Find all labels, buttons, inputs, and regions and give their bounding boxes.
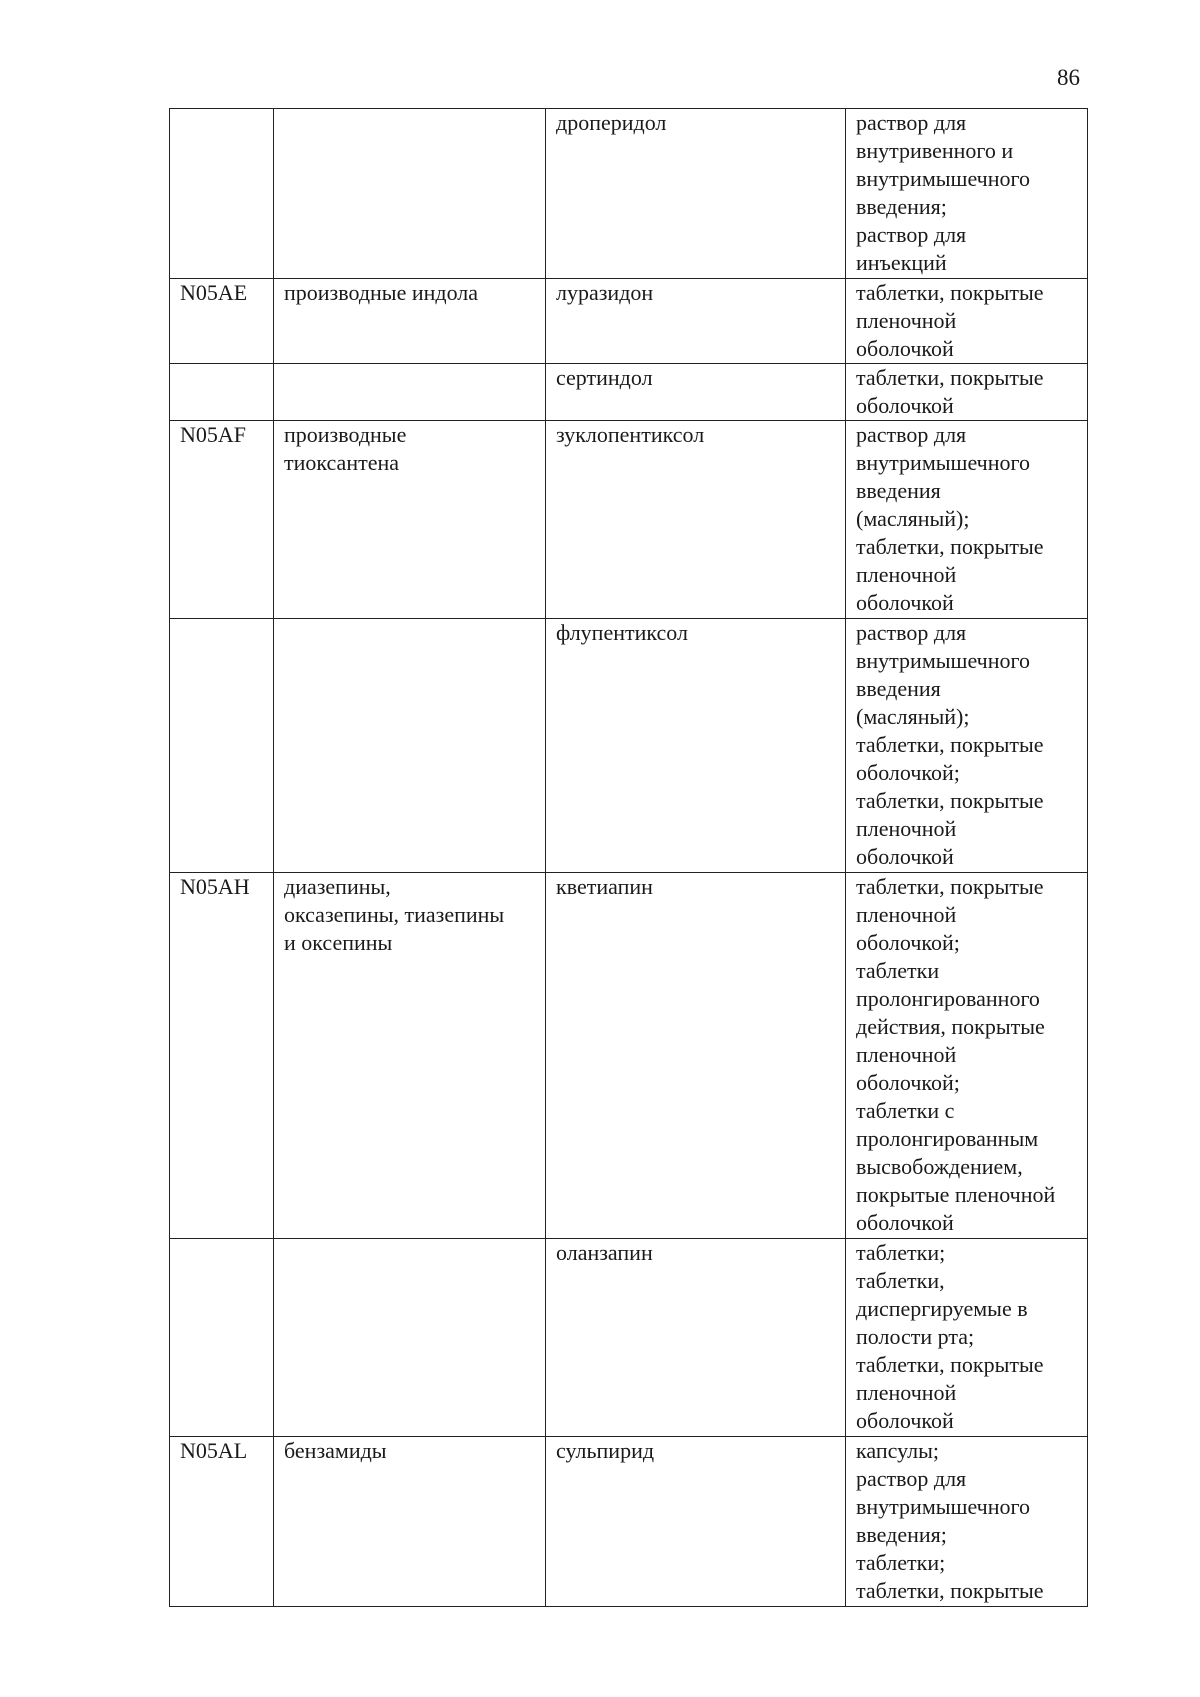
dosage-forms-cell: таблетки, покрытые пленочной оболочкой (846, 279, 1088, 364)
group-name-cell (274, 1239, 546, 1437)
drug-name-cell: сертиндол (546, 364, 846, 421)
drug-table (169, 108, 1088, 1607)
drug-name-cell: флупентиксол (546, 619, 846, 873)
dosage-forms-cell: таблетки; таблетки, диспергируемые в полости рта; таблетки, покрытые пленочной оболочкой (846, 1239, 1088, 1437)
group-name-cell: диазепины, оксазепины, тиазепины и оксепины (274, 873, 546, 1239)
dosage-forms-cell: раствор для внутримышечного введения (масляный); таблетки, покрытые пленочной оболочкой (846, 421, 1088, 619)
table-row (170, 109, 1088, 279)
atc-code-cell: N05AH (170, 873, 274, 1239)
group-name-cell (274, 619, 546, 873)
group-name-cell: производные тиоксантена (274, 421, 546, 619)
atc-code-cell (170, 619, 274, 873)
atc-code-cell: N05AF (170, 421, 274, 619)
page-number: 86 (1057, 65, 1080, 90)
drug-name-cell: зуклопентиксол (546, 421, 846, 619)
dosage-forms-cell: таблетки, покрытые оболочкой (846, 364, 1088, 421)
drug-name-cell: луразидон (546, 279, 846, 364)
table-body (170, 109, 1088, 1607)
atc-code-cell (170, 1239, 274, 1437)
group-name-cell (274, 109, 546, 279)
drug-name-cell: сульпирид (546, 1437, 846, 1607)
dosage-forms-cell: капсулы; раствор для внутримышечного введения; таблетки; таблетки, покрытые (846, 1437, 1088, 1607)
table-row (170, 279, 1088, 364)
table-row (170, 364, 1088, 421)
dosage-forms-cell: раствор для внутримышечного введения (масляный); таблетки, покрытые оболочкой; таблетки, покрытые пленочной оболочкой (846, 619, 1088, 873)
table-row (170, 619, 1088, 873)
group-name-cell: бензамиды (274, 1437, 546, 1607)
table-row (170, 421, 1088, 619)
dosage-forms-cell: таблетки, покрытые пленочной оболочкой; таблетки пролонгированного действия, покрытые пленочной оболочкой; таблетки с пролонгированным высвобождением, покрытые пленочной оболочкой (846, 873, 1088, 1239)
table-row (170, 1437, 1088, 1607)
group-name-cell (274, 364, 546, 421)
atc-code-cell: N05AE (170, 279, 274, 364)
group-name-cell: производные индола (274, 279, 546, 364)
dosage-forms-cell: раствор для внутривенного и внутримышечного введения; раствор для инъекций (846, 109, 1088, 279)
drug-name-cell: дроперидол (546, 109, 846, 279)
drug-name-cell: оланзапин (546, 1239, 846, 1437)
drug-name-cell: кветиапин (546, 873, 846, 1239)
table-row (170, 1239, 1088, 1437)
atc-code-cell (170, 109, 274, 279)
table-row (170, 873, 1088, 1239)
atc-code-cell (170, 364, 274, 421)
atc-code-cell: N05AL (170, 1437, 274, 1607)
